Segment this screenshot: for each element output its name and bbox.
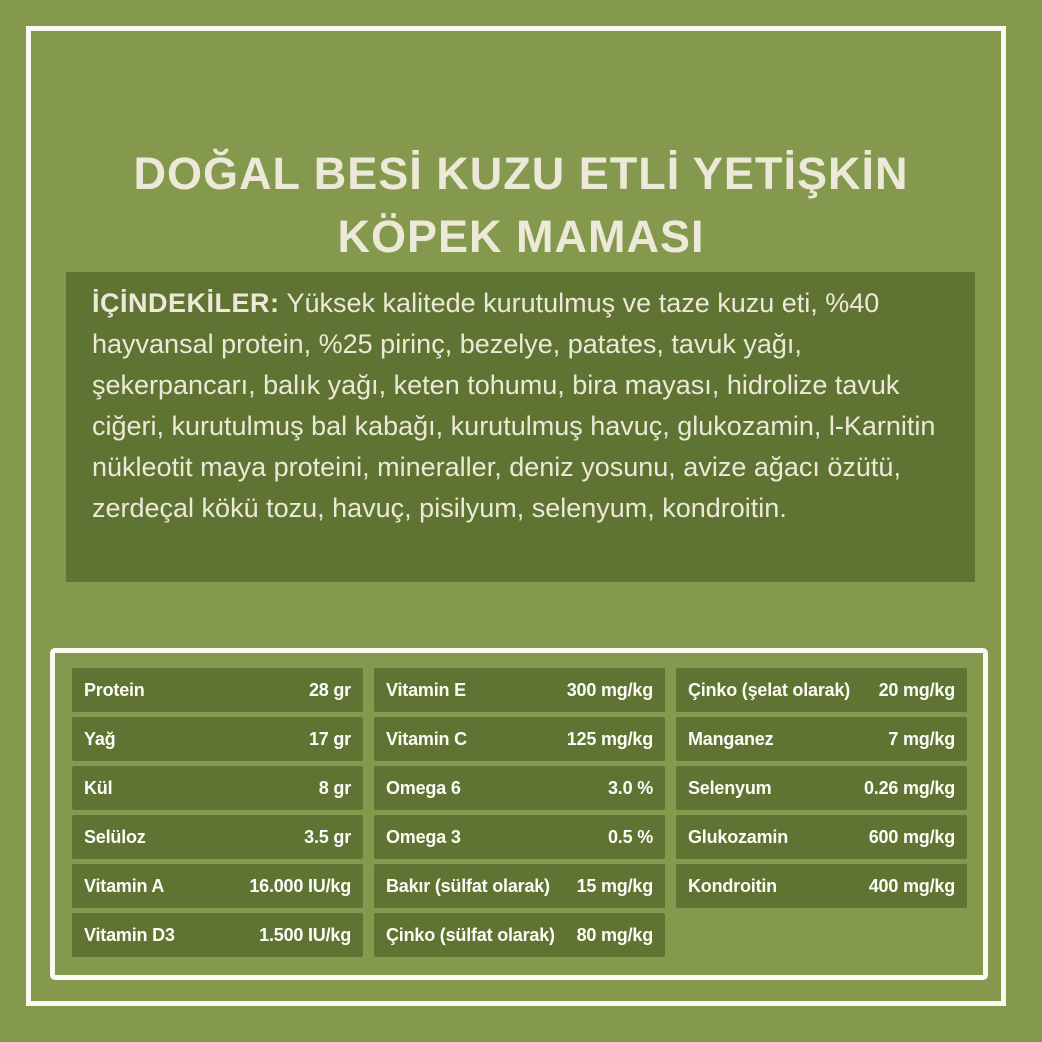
nutrient-label: Vitamin A — [84, 875, 165, 896]
nutrient-label: Bakır (sülfat olarak) — [386, 875, 550, 896]
product-title — [40, 142, 1002, 268]
nutrient-value: 20 mg/kg — [878, 679, 955, 700]
nutrient-label: Vitamin C — [386, 728, 467, 749]
nutrient-label: Yağ — [84, 728, 116, 749]
product-title-line1: DOĞAL BESİ KUZU ETLİ YETİŞKİN — [133, 148, 909, 200]
nutrition-row — [374, 717, 665, 761]
nutrition-table — [50, 648, 988, 980]
nutrition-row — [72, 815, 363, 859]
nutrition-row — [72, 717, 363, 761]
nutrition-row — [676, 717, 967, 761]
nutrition-row — [374, 864, 665, 908]
nutrient-value: 80 mg/kg — [576, 924, 653, 945]
nutrient-value: 16.000 IU/kg — [249, 875, 351, 896]
nutrient-value: 3.5 gr — [304, 826, 351, 847]
nutrient-value: 400 mg/kg — [868, 875, 955, 896]
nutrition-row — [374, 766, 665, 810]
nutrition-row — [374, 815, 665, 859]
nutrient-value: 8 gr — [318, 777, 351, 798]
nutrient-label: Çinko (şelat olarak) — [688, 679, 851, 700]
nutrition-row — [676, 864, 967, 908]
nutrient-label: Protein — [84, 679, 145, 700]
nutrition-column-3 — [676, 668, 967, 957]
nutrient-value: 125 mg/kg — [566, 728, 653, 749]
nutrient-value: 300 mg/kg — [566, 679, 653, 700]
nutrition-row — [72, 668, 363, 712]
nutrient-value: 1.500 IU/kg — [259, 924, 351, 945]
nutrient-label: Vitamin E — [386, 679, 466, 700]
nutrition-row — [72, 864, 363, 908]
nutrient-label: Omega 6 — [386, 777, 461, 798]
nutrient-value: 28 gr — [308, 679, 351, 700]
nutrition-row — [374, 668, 665, 712]
ingredients-panel — [66, 272, 975, 582]
nutrient-label: Vitamin D3 — [84, 924, 175, 945]
nutrient-label: Omega 3 — [386, 826, 461, 847]
nutrient-value: 17 gr — [308, 728, 351, 749]
nutrient-label: Manganez — [688, 728, 774, 749]
nutrient-value: 15 mg/kg — [576, 875, 653, 896]
nutrient-value: 600 mg/kg — [868, 826, 955, 847]
nutrient-label: Kül — [84, 777, 113, 798]
nutrient-value: 7 mg/kg — [888, 728, 955, 749]
nutrition-row — [676, 766, 967, 810]
nutrient-label: Kondroitin — [688, 875, 777, 896]
nutrition-row — [676, 668, 967, 712]
nutrient-value: 3.0 % — [607, 777, 653, 798]
nutrition-column-2 — [374, 668, 665, 957]
nutrient-label: Çinko (sülfat olarak) — [386, 924, 555, 945]
ingredients-heading: İÇİNDEKİLER: — [92, 288, 280, 318]
nutrient-value: 0.5 % — [607, 826, 653, 847]
nutrition-row — [72, 766, 363, 810]
nutrient-label: Selüloz — [84, 826, 146, 847]
nutrition-row — [676, 815, 967, 859]
nutrient-label: Glukozamin — [688, 826, 789, 847]
nutrition-column-1 — [72, 668, 363, 957]
nutrient-value: 0.26 mg/kg — [863, 777, 955, 798]
nutrition-row — [374, 913, 665, 957]
product-title-line2: KÖPEK MAMASI — [337, 211, 705, 263]
nutrient-label: Selenyum — [688, 777, 772, 798]
nutrition-row — [72, 913, 363, 957]
ingredients-text: Yüksek kalitede kurutulmuş ve taze kuzu eti, %40 hayvansal protein, %25 pirinç, bezelye, patates, tavuk yağı, şekerpancarı, balık yağı, keten tohumu, bira mayası, hidrolize tavuk ciğeri, kurutulmuş bal kabağı, kurutulmuş havuç, glukozamin, l-Karnitin nükleotit maya proteini, mineraller, deniz yosunu, avize ağacı özütü, zerdeçal kökü tozu, havuç, pisilyum, selenyum, kondroitin. — [92, 288, 936, 523]
